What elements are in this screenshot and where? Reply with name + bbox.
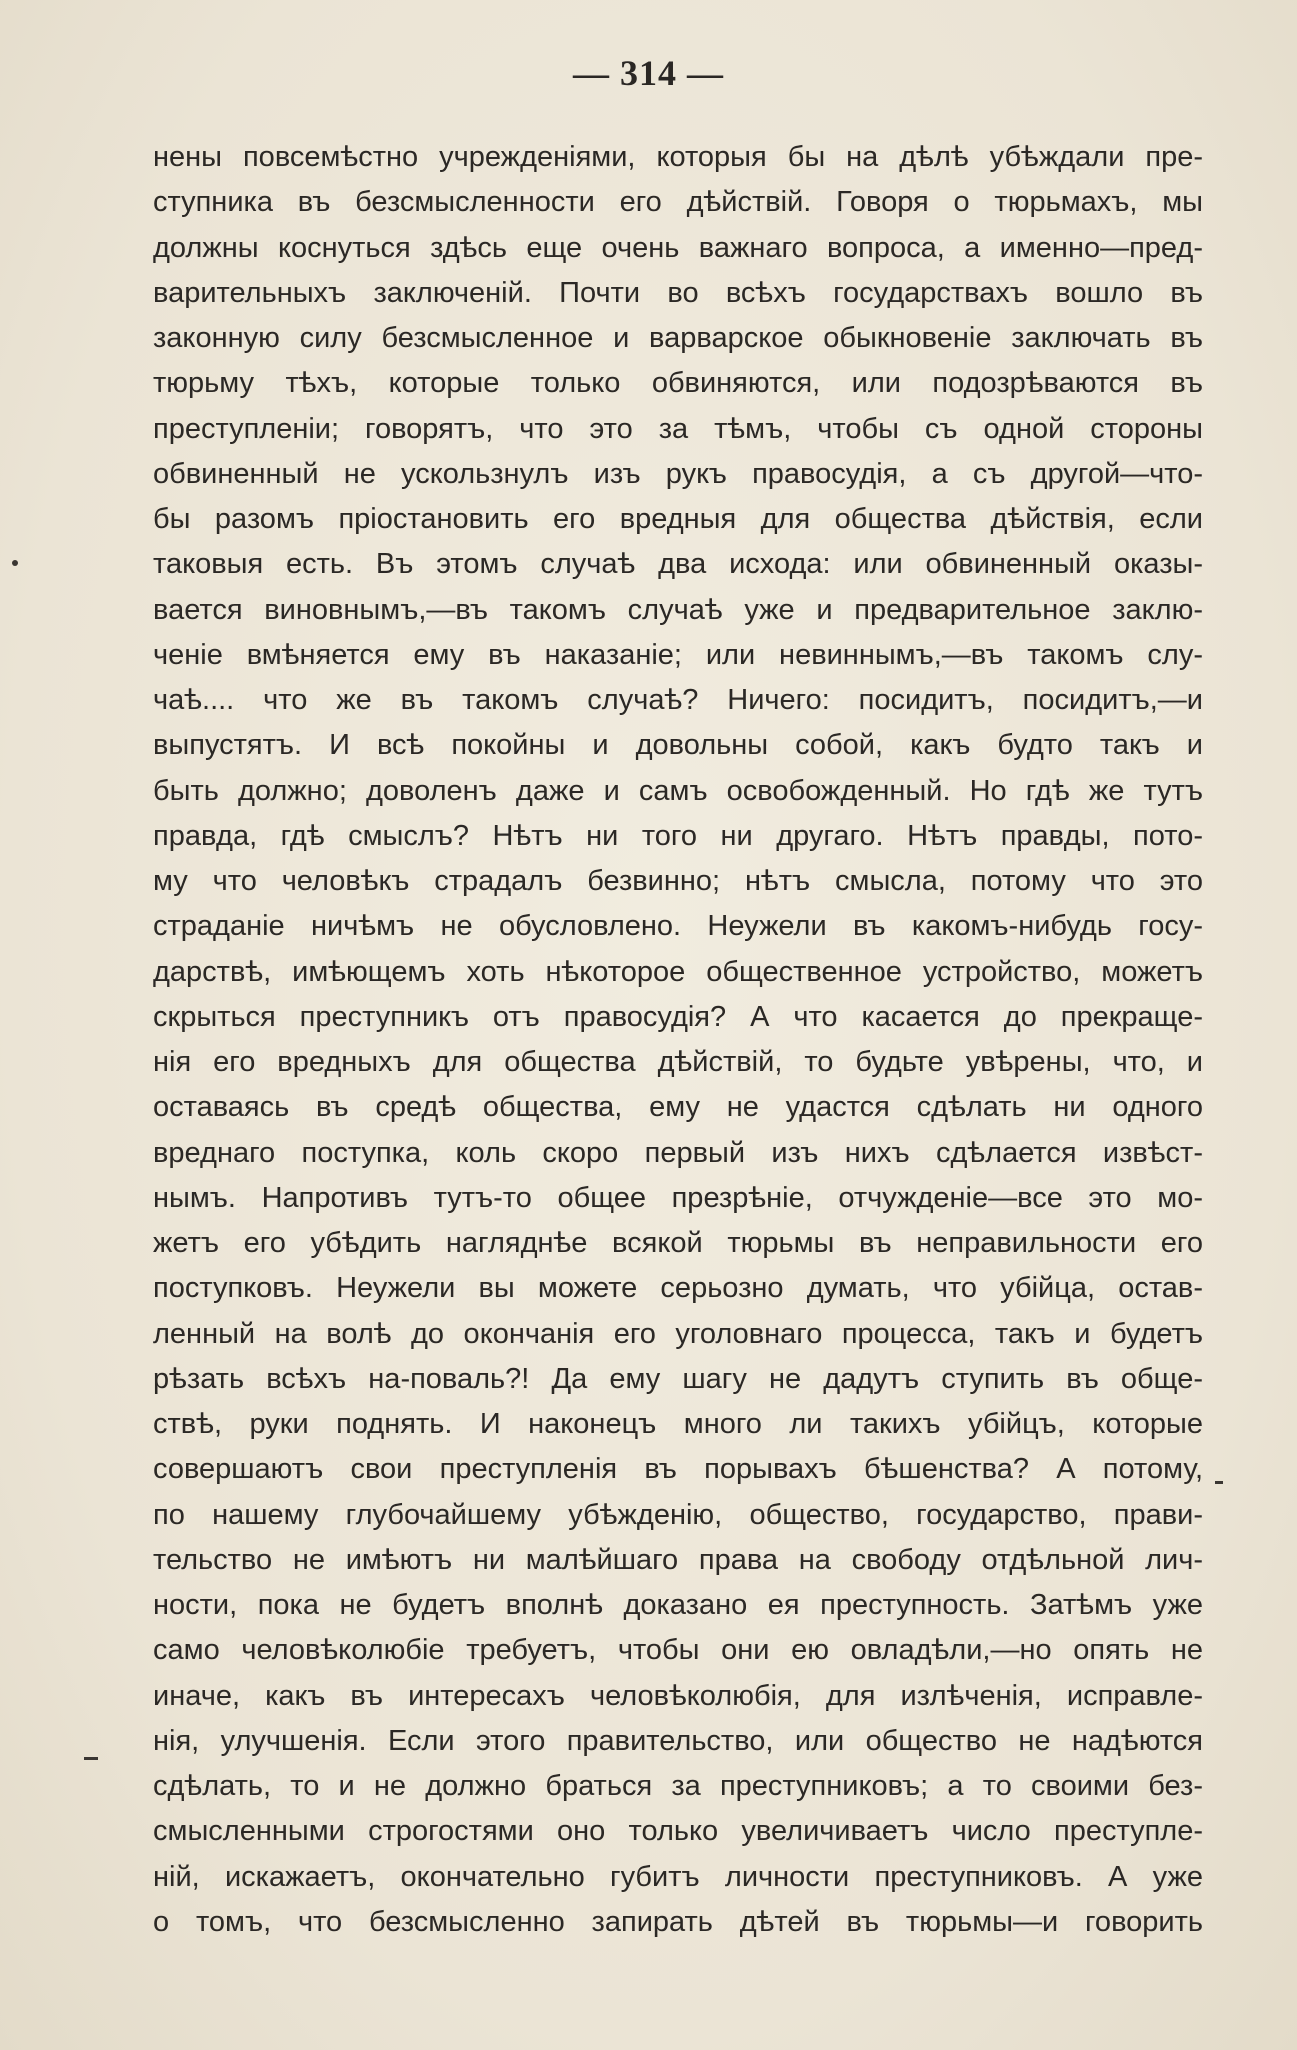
- text-line: ченіе вмѣняется ему въ наказаніе; или невиннымъ,—въ такомъ слу-: [153, 638, 1203, 671]
- text-line: нія его вредныхъ для общества дѣйствій, то будьте увѣрены, что, и: [153, 1046, 1203, 1078]
- text-line: совершаютъ свои преступленія въ порывахъ бѣшенства? А потому,: [153, 1453, 1203, 1486]
- text-line: выпустятъ. И всѣ покойны и довольны собой, какъ будто такъ и: [153, 729, 1203, 762]
- text-line: дарствѣ, имѣющемъ хоть нѣкоторое общественное устройство, можетъ: [153, 955, 1203, 988]
- text-line: ленный на волѣ до окончанія его уголовнаго процесса, такъ и будетъ: [153, 1317, 1203, 1350]
- text-line: ности, пока не будетъ вполнѣ доказано ея преступность. Затѣмъ уже: [153, 1589, 1203, 1621]
- text-line: ствѣ, руки поднять. И наконецъ много ли такихъ убійцъ, которые: [153, 1408, 1203, 1440]
- text-line: ній, искажаетъ, окончательно губитъ личности преступниковъ. А уже: [153, 1860, 1203, 1893]
- margin-speck: [84, 1757, 98, 1760]
- margin-speck: [1215, 1481, 1223, 1484]
- text-line: поступковъ. Неужели вы можете серьозно думать, что убійца, остав-: [153, 1272, 1203, 1305]
- margin-speck: [12, 560, 18, 566]
- text-line: варительныхъ заключеній. Почти во всѣхъ государствахъ вошло въ: [153, 276, 1203, 309]
- page-number: — 314 —: [573, 53, 724, 93]
- text-line: бы разомъ пріостановить его вредныя для общества дѣйствія, если: [153, 503, 1203, 535]
- text-line: оставаясь въ средѣ общества, ему не удастся сдѣлать ни одного: [153, 1091, 1203, 1124]
- text-line: сдѣлать, то и не должно браться за преступниковъ; а то своими без-: [153, 1770, 1203, 1802]
- text-line: иначе, какъ въ интересахъ человѣколюбія, для излѣченія, исправле-: [153, 1679, 1203, 1712]
- text-line: нены повсемѣстно учрежденіями, которыя бы на дѣлѣ убѣждали пре-: [153, 141, 1203, 173]
- text-line: преступленіи; говорятъ, что это за тѣмъ, чтобы съ одной стороны: [153, 412, 1203, 445]
- text-line: чаѣ.... что же въ такомъ случаѣ? Ничего: посидитъ, посидитъ,—и: [153, 684, 1203, 716]
- text-line: жетъ его убѣдить нагляднѣе всякой тюрьмы въ неправильности его: [153, 1227, 1203, 1259]
- text-line: рѣзать всѣхъ на-поваль?! Да ему шагу не дадутъ ступить въ обще-: [153, 1362, 1203, 1395]
- text-line: смысленными строгостями оно только увеличиваетъ число преступле-: [153, 1815, 1203, 1848]
- text-line: нымъ. Напротивъ тутъ-то общее презрѣніе, отчужденіе—все это мо-: [153, 1181, 1203, 1214]
- text-line: страданіе ничѣмъ не обусловлено. Неужели въ какомъ-нибудь госу-: [153, 910, 1203, 943]
- text-line: му что человѣкъ страдалъ безвинно; нѣтъ смысла, потому что это: [153, 865, 1203, 897]
- text-line: таковыя есть. Въ этомъ случаѣ два исхода: или обвиненный оказы-: [153, 548, 1203, 581]
- text-line: скрыться преступникъ отъ правосудія? А что касается до прекраще-: [153, 1000, 1203, 1033]
- text-line: быть должно; доволенъ даже и самъ освобожденный. Но гдѣ же тутъ: [153, 774, 1203, 807]
- text-line: правда, гдѣ смыслъ? Нѣтъ ни того ни другаго. Нѣтъ правды, пото-: [153, 819, 1203, 852]
- text-line: вреднаго поступка, коль скоро первый изъ нихъ сдѣлается извѣст-: [153, 1136, 1203, 1169]
- text-line: обвиненный не ускользнулъ изъ рукъ правосудія, а съ другой—что-: [153, 457, 1203, 490]
- text-line: о томъ, что безсмысленно запирать дѣтей въ тюрьмы—и говорить: [153, 1905, 1203, 1938]
- text-line: тюрьму тѣхъ, которые только обвиняются, или подозрѣваются въ: [153, 367, 1203, 400]
- text-line: законную силу безсмысленное и варварское обыкновеніе заключать въ: [153, 322, 1203, 354]
- text-line: нія, улучшенія. Если этого правительство, или общество не надѣются: [153, 1724, 1203, 1757]
- body-text: [153, 135, 1203, 1945]
- text-line: вается виновнымъ,—въ такомъ случаѣ уже и предварительное заклю-: [153, 593, 1203, 626]
- text-line: должны коснуться здѣсь еще очень важнаго вопроса, а именно—пред-: [153, 231, 1203, 264]
- text-line: тельство не имѣютъ ни малѣйшаго права на свободу отдѣльной лич-: [153, 1543, 1203, 1576]
- text-line: само человѣколюбіе требуетъ, чтобы они ею овладѣли,—но опять не: [153, 1634, 1203, 1667]
- text-line: по нашему глубочайшему убѣжденію, общество, государство, прави-: [153, 1498, 1203, 1531]
- text-line: ступника въ безсмысленности его дѣйствій. Говоря о тюрьмахъ, мы: [153, 186, 1203, 219]
